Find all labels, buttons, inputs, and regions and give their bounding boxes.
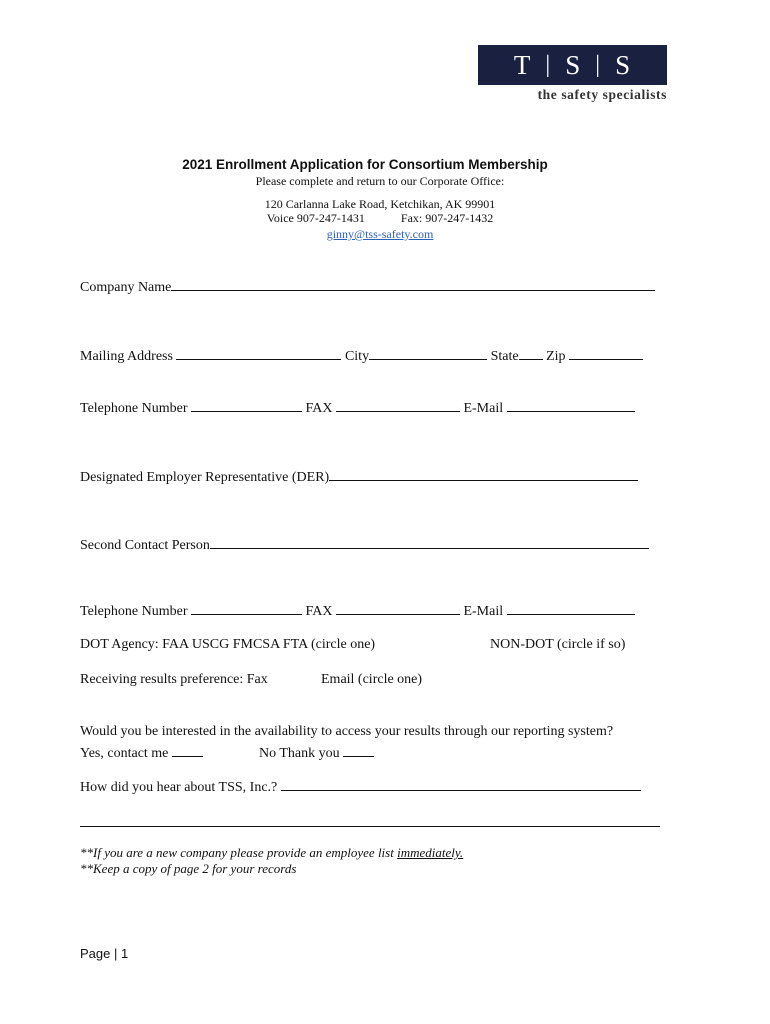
reporting-question: Would you be interested in the availability to access your results through our reporting system?	[80, 724, 614, 739]
email-label: E-Mail	[463, 604, 504, 619]
city-field[interactable]	[369, 345, 487, 360]
second-contact-label: Second Contact Person	[80, 538, 210, 553]
dot-agency-label: DOT Agency: FAA USCG FMCSA FTA (circle one)	[80, 637, 376, 652]
email-line	[0, 227, 760, 242]
telephone-label: Telephone Number	[80, 401, 188, 416]
mailing-address-label: Mailing Address	[80, 349, 173, 364]
address-text: 120 Carlanna Lake Road, Ketchikan, AK 99901	[264, 197, 496, 211]
logo-box	[478, 45, 667, 85]
instruction-text: Please complete and return to our Corporate Office:	[255, 174, 505, 188]
der-row	[80, 466, 638, 486]
hear-about-label: How did you hear about TSS, Inc.?	[80, 780, 278, 795]
no-thanks-field[interactable]	[343, 742, 374, 757]
note1-text: **If you are a new company please provide an employee list	[80, 845, 398, 860]
page-number: Page | 1	[80, 946, 129, 961]
telephone-row-1	[80, 397, 635, 417]
yes-contact-label: Yes, contact me	[80, 746, 169, 761]
hear-about-field-2[interactable]	[80, 812, 660, 827]
telephone-field[interactable]	[191, 397, 302, 412]
no-thanks-label: No Thank you	[259, 746, 340, 761]
hear-about-row	[80, 776, 641, 796]
fax-label: FAX	[305, 604, 333, 619]
results-pref-row	[80, 672, 268, 688]
dot-agency-row	[80, 637, 375, 653]
company-name-label: Company Name	[80, 280, 172, 295]
note-employee-list	[80, 845, 463, 861]
no-thanks-row	[259, 742, 374, 762]
email-field[interactable]	[507, 397, 635, 412]
telephone-label: Telephone Number	[80, 604, 188, 619]
company-name-row	[80, 276, 655, 296]
mailing-row	[80, 345, 643, 365]
zip-label: Zip	[546, 349, 566, 364]
email-label: E-Mail	[463, 401, 504, 416]
mailing-address-field[interactable]	[176, 345, 341, 360]
logo-separator: |	[545, 51, 552, 78]
phone-line	[0, 211, 760, 226]
city-label: City	[344, 349, 370, 364]
non-dot-option: NON-DOT (circle if so)	[490, 637, 626, 652]
zip-field[interactable]	[569, 345, 643, 360]
second-contact-row	[80, 534, 649, 554]
fax-field[interactable]	[336, 397, 460, 412]
hear-about-continuation	[80, 812, 660, 832]
der-label: Designated Employer Representative (DER)	[80, 470, 330, 485]
fax-field[interactable]	[336, 600, 460, 615]
voice-text: Voice 907-247-1431	[266, 211, 365, 225]
logo-letter: S	[615, 49, 632, 80]
yes-contact-field[interactable]	[172, 742, 203, 757]
state-label: State	[490, 349, 519, 364]
hear-about-field[interactable]	[281, 776, 641, 791]
telephone-field[interactable]	[191, 600, 302, 615]
logo-separator: |	[595, 51, 602, 78]
company-name-field[interactable]	[171, 276, 655, 291]
tss-logo	[478, 45, 667, 103]
logo-letter: T	[513, 49, 532, 80]
note1-emphasis: immediately.	[397, 845, 464, 860]
der-field[interactable]	[329, 466, 638, 481]
fax-text: Fax: 907-247-1432	[400, 211, 494, 225]
logo-letter: S	[565, 49, 582, 80]
yes-contact-row	[80, 742, 203, 762]
telephone-row-2	[80, 600, 635, 620]
results-email-option: Email (circle one)	[321, 672, 423, 687]
state-field[interactable]	[519, 345, 543, 360]
page-title: 2021 Enrollment Application for Consortium Membership	[182, 157, 548, 172]
note-keep-copy: **Keep a copy of page 2 for your records	[80, 861, 297, 876]
results-pref-label: Receiving results preference: Fax	[80, 672, 268, 687]
logo-tagline: the safety specialists	[537, 87, 667, 102]
fax-label: FAX	[305, 401, 333, 416]
email-link[interactable]: ginny@tss-safety.com	[326, 227, 434, 241]
email-field[interactable]	[507, 600, 635, 615]
second-contact-field[interactable]	[210, 534, 649, 549]
